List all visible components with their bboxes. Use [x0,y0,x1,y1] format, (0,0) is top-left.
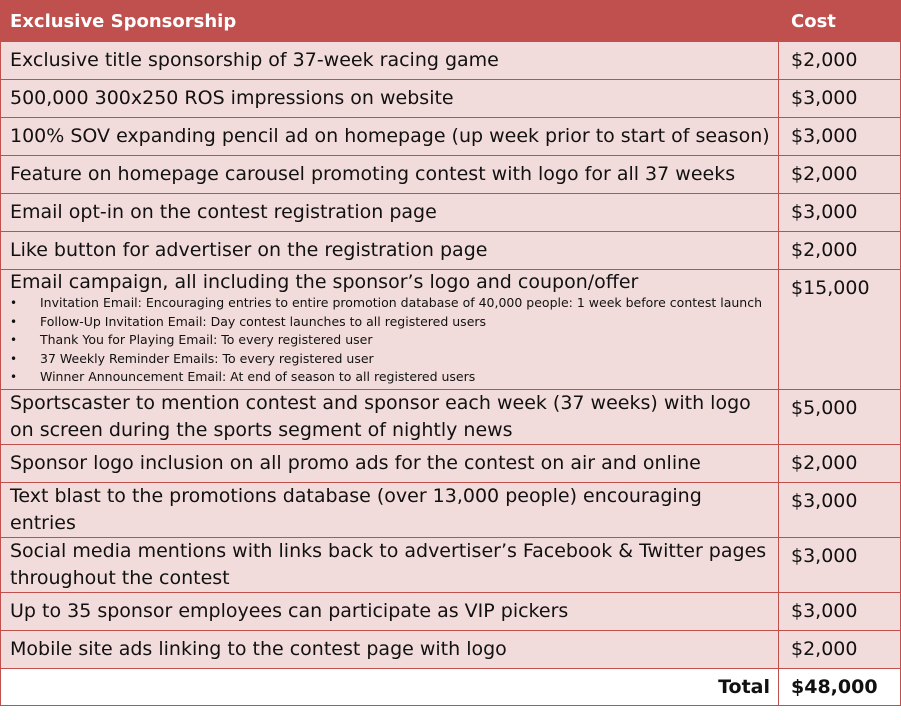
table-header [1,1,901,42]
row-item: Feature on homepage carousel promoting contest with logo for all 37 weeks [1,156,779,194]
list-item: • Follow-Up Invitation Email: Day contest launches to all registered users [10,313,772,332]
row-cost: $5,000 [779,389,901,444]
row-item: Up to 35 sponsor employees can participate as VIP pickers [1,592,779,630]
list-item: • Winner Announcement Email: At end of season to all registered users [10,368,772,387]
row-cost: $2,000 [779,444,901,482]
row-item: Sportscaster to mention contest and sponsor each week (37 weeks) with logo on screen during the sports segment of nightly news [1,389,779,444]
table-row [1,194,901,232]
table-row [1,156,901,194]
table-row [1,42,901,80]
table-row [1,444,901,482]
table-row [1,630,901,668]
row-cost: $2,000 [779,232,901,270]
row-item: 500,000 300x250 ROS impressions on website [1,80,779,118]
table-row [1,80,901,118]
table-row [1,389,901,444]
header-cost-label: Cost [779,1,901,42]
row-item: Text blast to the promotions database (over 13,000 people) encouraging entries [1,482,779,537]
row-cost: $3,000 [779,194,901,232]
table-row [1,118,901,156]
table-row [1,482,901,537]
list-item: • Thank You for Playing Email: To every registered user [10,331,772,350]
row-item: Like button for advertiser on the registration page [1,232,779,270]
row-item: Sponsor logo inclusion on all promo ads for the contest on air and online [1,444,779,482]
list-item: • 37 Weekly Reminder Emails: To every registered user [10,350,772,369]
table-row [1,592,901,630]
header-item-label: Exclusive Sponsorship [1,1,779,42]
table-row [1,232,901,270]
row-item: Mobile site ads linking to the contest page with logo [1,630,779,668]
row-item [1,270,779,390]
table-row-email-campaign [1,270,901,390]
row-item: Exclusive title sponsorship of 37-week racing game [1,42,779,80]
row-cost: $3,000 [779,537,901,592]
row-cost: $2,000 [779,42,901,80]
row-item: Social media mentions with links back to advertiser’s Facebook & Twitter pages throughout the contest [1,537,779,592]
row-cost: $3,000 [779,80,901,118]
row-item: 100% SOV expanding pencil ad on homepage (up week prior to start of season) [1,118,779,156]
row-cost: $15,000 [779,270,901,390]
total-row [1,668,901,705]
table-row [1,537,901,592]
row-cost: $2,000 [779,630,901,668]
email-campaign-list [10,294,772,389]
total-value: $48,000 [779,668,901,705]
row-cost: $3,000 [779,482,901,537]
row-cost: $3,000 [779,118,901,156]
row-cost: $3,000 [779,592,901,630]
row-cost: $2,000 [779,156,901,194]
total-label: Total [1,668,779,705]
row-item: Email opt-in on the contest registration page [1,194,779,232]
list-item: • Invitation Email: Encouraging entries to entire promotion database of 40,000 people: 1 week before contest launch [10,294,772,313]
email-campaign-title: Email campaign, all including the sponsor’s logo and coupon/offer [10,271,639,293]
